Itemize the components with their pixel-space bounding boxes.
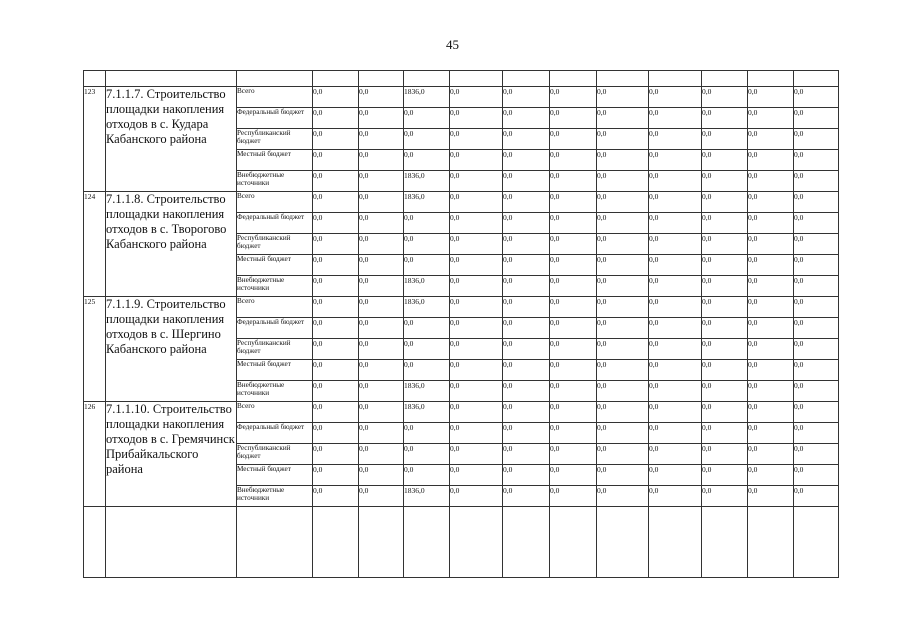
value-cell: 0,0 [702, 192, 748, 213]
value-cell: 0,0 [313, 339, 359, 360]
value-cell: 0,0 [503, 402, 550, 423]
header-cell [702, 71, 748, 87]
value-cell: 0,0 [550, 276, 597, 297]
value-cell: 0,0 [702, 108, 748, 129]
value-cell: 0,0 [450, 297, 503, 318]
funding-source-label: Федеральный бюджет [237, 213, 313, 234]
value-cell: 0,0 [649, 465, 702, 486]
value-cell: 0,0 [359, 444, 404, 465]
row-number: 125 [84, 297, 106, 402]
value-cell: 0,0 [404, 108, 450, 129]
value-cell: 0,0 [313, 255, 359, 276]
funding-source-label: Местный бюджет [237, 150, 313, 171]
value-cell: 0,0 [503, 318, 550, 339]
value-cell: 0,0 [597, 276, 649, 297]
value-cell: 0,0 [748, 423, 794, 444]
value-cell: 0,0 [597, 339, 649, 360]
value-cell: 0,0 [503, 87, 550, 108]
value-cell: 0,0 [550, 465, 597, 486]
value-cell: 1836,0 [404, 87, 450, 108]
value-cell: 0,0 [450, 108, 503, 129]
value-cell: 0,0 [649, 108, 702, 129]
funding-source-label: Федеральный бюджет [237, 318, 313, 339]
value-cell: 0,0 [649, 486, 702, 507]
value-cell: 0,0 [597, 465, 649, 486]
value-cell: 0,0 [550, 150, 597, 171]
value-cell: 0,0 [359, 381, 404, 402]
value-cell: 0,0 [702, 276, 748, 297]
value-cell: 0,0 [748, 255, 794, 276]
value-cell: 0,0 [748, 108, 794, 129]
value-cell: 0,0 [503, 234, 550, 255]
value-cell: 0,0 [794, 339, 839, 360]
value-cell: 0,0 [503, 297, 550, 318]
value-cell: 0,0 [597, 171, 649, 192]
value-cell: 0,0 [313, 381, 359, 402]
value-cell: 0,0 [359, 108, 404, 129]
value-cell: 0,0 [597, 360, 649, 381]
funding-source-label: Всего [237, 192, 313, 213]
value-cell: 0,0 [794, 171, 839, 192]
value-cell: 0,0 [550, 108, 597, 129]
funding-source-label: Всего [237, 402, 313, 423]
value-cell: 0,0 [748, 150, 794, 171]
value-cell: 0,0 [503, 360, 550, 381]
value-cell: 0,0 [597, 255, 649, 276]
funding-source-label: Внебюджетные источники [237, 381, 313, 402]
header-cell [450, 71, 503, 87]
value-cell: 0,0 [450, 444, 503, 465]
value-cell: 0,0 [702, 423, 748, 444]
value-cell: 0,0 [359, 402, 404, 423]
value-cell: 0,0 [794, 465, 839, 486]
value-cell: 0,0 [450, 150, 503, 171]
value-cell: 0,0 [450, 213, 503, 234]
value-cell: 0,0 [597, 297, 649, 318]
value-cell: 0,0 [702, 402, 748, 423]
value-cell: 0,0 [450, 423, 503, 444]
header-cell [597, 71, 649, 87]
value-cell: 0,0 [794, 192, 839, 213]
value-cell: 0,0 [404, 465, 450, 486]
value-cell: 0,0 [702, 465, 748, 486]
value-cell: 0,0 [597, 87, 649, 108]
value-cell: 0,0 [794, 255, 839, 276]
value-cell: 0,0 [794, 486, 839, 507]
value-cell: 0,0 [359, 339, 404, 360]
value-cell: 0,0 [597, 150, 649, 171]
value-cell: 0,0 [794, 297, 839, 318]
value-cell: 0,0 [649, 318, 702, 339]
table-row [84, 87, 839, 108]
header-cell [106, 71, 237, 87]
header-cell [550, 71, 597, 87]
value-cell: 0,0 [404, 339, 450, 360]
value-cell: 0,0 [359, 297, 404, 318]
value-cell: 0,0 [597, 129, 649, 150]
value-cell: 1836,0 [404, 381, 450, 402]
filler-row [84, 507, 839, 578]
value-cell: 0,0 [597, 402, 649, 423]
value-cell: 0,0 [597, 423, 649, 444]
table-row [84, 192, 839, 213]
value-cell: 0,0 [359, 171, 404, 192]
value-cell: 0,0 [359, 465, 404, 486]
funding-source-label: Местный бюджет [237, 360, 313, 381]
value-cell: 1836,0 [404, 486, 450, 507]
value-cell: 0,0 [450, 486, 503, 507]
value-cell: 0,0 [359, 213, 404, 234]
value-cell: 0,0 [649, 87, 702, 108]
value-cell: 0,0 [748, 297, 794, 318]
value-cell: 0,0 [550, 297, 597, 318]
empty-cell [597, 507, 649, 578]
value-cell: 0,0 [649, 213, 702, 234]
value-cell: 0,0 [313, 402, 359, 423]
value-cell: 0,0 [503, 129, 550, 150]
value-cell: 0,0 [794, 402, 839, 423]
value-cell: 0,0 [503, 150, 550, 171]
value-cell: 0,0 [597, 318, 649, 339]
value-cell: 0,0 [649, 192, 702, 213]
value-cell: 0,0 [550, 255, 597, 276]
value-cell: 0,0 [748, 339, 794, 360]
value-cell: 0,0 [597, 192, 649, 213]
value-cell: 0,0 [404, 129, 450, 150]
header-cell [84, 71, 106, 87]
value-cell: 0,0 [550, 171, 597, 192]
value-cell: 0,0 [404, 360, 450, 381]
empty-cell [794, 507, 839, 578]
value-cell: 0,0 [404, 444, 450, 465]
header-cell [503, 71, 550, 87]
value-cell: 0,0 [503, 423, 550, 444]
value-cell: 0,0 [450, 339, 503, 360]
value-cell: 0,0 [550, 87, 597, 108]
header-cell [794, 71, 839, 87]
header-cell [649, 71, 702, 87]
empty-cell [404, 507, 450, 578]
value-cell: 0,0 [450, 318, 503, 339]
value-cell: 0,0 [359, 276, 404, 297]
empty-cell [359, 507, 404, 578]
value-cell: 0,0 [649, 339, 702, 360]
empty-cell [503, 507, 550, 578]
value-cell: 0,0 [550, 339, 597, 360]
value-cell: 0,0 [597, 234, 649, 255]
value-cell: 0,0 [702, 381, 748, 402]
value-cell: 0,0 [404, 255, 450, 276]
value-cell: 0,0 [794, 423, 839, 444]
value-cell: 0,0 [702, 150, 748, 171]
empty-cell [106, 507, 237, 578]
value-cell: 0,0 [794, 213, 839, 234]
value-cell: 0,0 [748, 444, 794, 465]
value-cell: 0,0 [748, 192, 794, 213]
value-cell: 0,0 [597, 213, 649, 234]
value-cell: 0,0 [702, 129, 748, 150]
value-cell: 0,0 [503, 108, 550, 129]
value-cell: 0,0 [450, 381, 503, 402]
value-cell: 0,0 [649, 297, 702, 318]
value-cell: 0,0 [550, 213, 597, 234]
funding-source-label: Всего [237, 297, 313, 318]
value-cell: 0,0 [503, 444, 550, 465]
value-cell: 0,0 [748, 234, 794, 255]
value-cell: 0,0 [550, 129, 597, 150]
header-cell [404, 71, 450, 87]
budget-table [83, 70, 839, 578]
value-cell: 0,0 [550, 318, 597, 339]
value-cell: 1836,0 [404, 171, 450, 192]
value-cell: 0,0 [359, 87, 404, 108]
value-cell: 0,0 [649, 276, 702, 297]
value-cell: 0,0 [313, 108, 359, 129]
value-cell: 0,0 [649, 360, 702, 381]
value-cell: 0,0 [313, 276, 359, 297]
empty-cell [649, 507, 702, 578]
empty-cell [702, 507, 748, 578]
value-cell: 0,0 [597, 108, 649, 129]
value-cell: 0,0 [313, 297, 359, 318]
funding-source-label: Внебюджетные источники [237, 171, 313, 192]
funding-source-label: Республиканский бюджет [237, 129, 313, 150]
value-cell: 0,0 [702, 339, 748, 360]
value-cell: 0,0 [450, 87, 503, 108]
value-cell: 0,0 [794, 87, 839, 108]
value-cell: 0,0 [794, 444, 839, 465]
funding-source-label: Внебюджетные источники [237, 276, 313, 297]
value-cell: 0,0 [404, 318, 450, 339]
value-cell: 0,0 [359, 360, 404, 381]
empty-cell [748, 507, 794, 578]
value-cell: 0,0 [649, 402, 702, 423]
value-cell: 0,0 [649, 129, 702, 150]
value-cell: 0,0 [794, 381, 839, 402]
header-cell [237, 71, 313, 87]
value-cell: 0,0 [450, 171, 503, 192]
value-cell: 0,0 [503, 339, 550, 360]
value-cell: 0,0 [748, 465, 794, 486]
value-cell: 0,0 [313, 171, 359, 192]
funding-source-label: Республиканский бюджет [237, 339, 313, 360]
table-row [84, 402, 839, 423]
table-header-row [84, 71, 839, 87]
value-cell: 0,0 [503, 255, 550, 276]
value-cell: 0,0 [649, 150, 702, 171]
value-cell: 0,0 [313, 192, 359, 213]
value-cell: 0,0 [313, 129, 359, 150]
measure-name: 7.1.1.8. Строительство площадки накопления отходов в с. Творогово Кабанского района [106, 192, 237, 297]
value-cell: 0,0 [649, 234, 702, 255]
value-cell: 0,0 [702, 297, 748, 318]
header-cell [313, 71, 359, 87]
header-cell [748, 71, 794, 87]
value-cell: 0,0 [313, 423, 359, 444]
value-cell: 0,0 [359, 150, 404, 171]
value-cell: 0,0 [313, 87, 359, 108]
value-cell: 0,0 [313, 213, 359, 234]
table-row [84, 297, 839, 318]
value-cell: 0,0 [748, 171, 794, 192]
value-cell: 0,0 [794, 318, 839, 339]
value-cell: 0,0 [503, 192, 550, 213]
value-cell: 0,0 [404, 150, 450, 171]
value-cell: 0,0 [794, 360, 839, 381]
value-cell: 0,0 [748, 486, 794, 507]
value-cell: 0,0 [313, 318, 359, 339]
value-cell: 0,0 [550, 381, 597, 402]
value-cell: 0,0 [450, 129, 503, 150]
measure-name: 7.1.1.7. Строительство площадки накопления отходов в с. Кудара Кабанского района [106, 87, 237, 192]
value-cell: 0,0 [748, 87, 794, 108]
value-cell: 0,0 [748, 129, 794, 150]
value-cell: 1836,0 [404, 192, 450, 213]
value-cell: 0,0 [794, 150, 839, 171]
funding-source-label: Федеральный бюджет [237, 423, 313, 444]
value-cell: 0,0 [702, 213, 748, 234]
row-number: 126 [84, 402, 106, 507]
value-cell: 0,0 [450, 255, 503, 276]
value-cell: 0,0 [313, 465, 359, 486]
header-cell [359, 71, 404, 87]
empty-cell [84, 507, 106, 578]
value-cell: 0,0 [702, 87, 748, 108]
value-cell: 0,0 [404, 234, 450, 255]
value-cell: 0,0 [649, 423, 702, 444]
value-cell: 0,0 [702, 318, 748, 339]
value-cell: 0,0 [748, 318, 794, 339]
value-cell: 0,0 [359, 486, 404, 507]
value-cell: 0,0 [794, 129, 839, 150]
value-cell: 0,0 [404, 213, 450, 234]
value-cell: 0,0 [313, 234, 359, 255]
value-cell: 0,0 [649, 255, 702, 276]
value-cell: 0,0 [313, 150, 359, 171]
value-cell: 1836,0 [404, 276, 450, 297]
value-cell: 0,0 [550, 402, 597, 423]
value-cell: 0,0 [550, 486, 597, 507]
value-cell: 0,0 [503, 465, 550, 486]
value-cell: 0,0 [450, 234, 503, 255]
value-cell: 0,0 [359, 423, 404, 444]
funding-source-label: Республиканский бюджет [237, 234, 313, 255]
value-cell: 0,0 [649, 381, 702, 402]
value-cell: 0,0 [597, 444, 649, 465]
empty-cell [313, 507, 359, 578]
value-cell: 0,0 [450, 465, 503, 486]
value-cell: 0,0 [550, 423, 597, 444]
funding-source-label: Местный бюджет [237, 465, 313, 486]
value-cell: 0,0 [450, 402, 503, 423]
value-cell: 0,0 [748, 402, 794, 423]
row-number: 124 [84, 192, 106, 297]
value-cell: 0,0 [450, 360, 503, 381]
value-cell: 0,0 [794, 108, 839, 129]
value-cell: 0,0 [748, 381, 794, 402]
row-number: 123 [84, 87, 106, 192]
value-cell: 0,0 [597, 381, 649, 402]
value-cell: 0,0 [313, 444, 359, 465]
value-cell: 0,0 [649, 171, 702, 192]
value-cell: 0,0 [450, 276, 503, 297]
page-number: 45 [446, 37, 459, 52]
funding-source-label: Республиканский бюджет [237, 444, 313, 465]
value-cell: 0,0 [359, 234, 404, 255]
value-cell: 0,0 [702, 360, 748, 381]
value-cell: 1836,0 [404, 402, 450, 423]
value-cell: 0,0 [702, 486, 748, 507]
value-cell: 0,0 [748, 360, 794, 381]
value-cell: 0,0 [359, 255, 404, 276]
value-cell: 0,0 [359, 318, 404, 339]
value-cell: 0,0 [702, 171, 748, 192]
empty-cell [550, 507, 597, 578]
value-cell: 0,0 [359, 192, 404, 213]
value-cell: 0,0 [313, 360, 359, 381]
value-cell: 0,0 [550, 444, 597, 465]
value-cell: 0,0 [550, 192, 597, 213]
value-cell: 0,0 [748, 213, 794, 234]
empty-cell [237, 507, 313, 578]
value-cell: 0,0 [404, 423, 450, 444]
funding-source-label: Всего [237, 87, 313, 108]
funding-source-label: Внебюджетные источники [237, 486, 313, 507]
value-cell: 0,0 [550, 234, 597, 255]
value-cell: 0,0 [748, 276, 794, 297]
value-cell: 0,0 [550, 360, 597, 381]
value-cell: 0,0 [702, 234, 748, 255]
value-cell: 0,0 [503, 381, 550, 402]
value-cell: 0,0 [794, 234, 839, 255]
funding-source-label: Федеральный бюджет [237, 108, 313, 129]
measure-name: 7.1.1.10. Строительство площадки накопления отходов в с. Гремячинск Прибайкальского района [106, 402, 237, 507]
value-cell: 0,0 [702, 444, 748, 465]
value-cell: 0,0 [313, 486, 359, 507]
value-cell: 0,0 [503, 171, 550, 192]
value-cell: 0,0 [359, 129, 404, 150]
value-cell: 0,0 [649, 444, 702, 465]
value-cell: 0,0 [503, 276, 550, 297]
empty-cell [450, 507, 503, 578]
value-cell: 0,0 [503, 213, 550, 234]
value-cell: 1836,0 [404, 297, 450, 318]
value-cell: 0,0 [794, 276, 839, 297]
value-cell: 0,0 [503, 486, 550, 507]
value-cell: 0,0 [450, 192, 503, 213]
funding-source-label: Местный бюджет [237, 255, 313, 276]
value-cell: 0,0 [702, 255, 748, 276]
value-cell: 0,0 [597, 486, 649, 507]
measure-name: 7.1.1.9. Строительство площадки накопления отходов в с. Шергино Кабанского района [106, 297, 237, 402]
